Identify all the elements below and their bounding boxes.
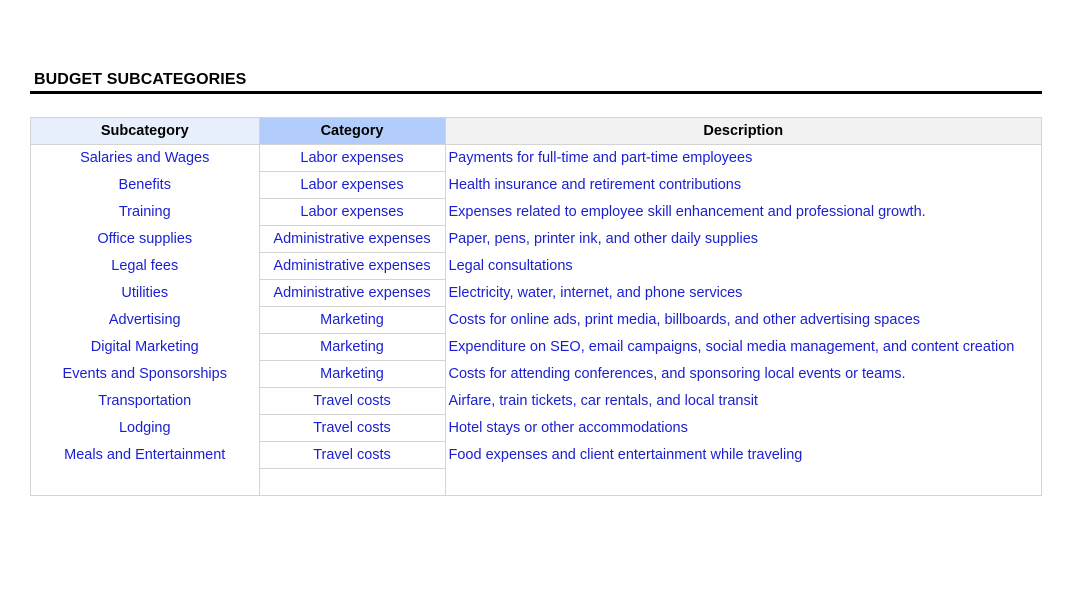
description-cell[interactable]: Paper, pens, printer ink, and other daily supplies [448,231,759,247]
page-title: BUDGET SUBCATEGORIES [34,71,247,88]
table-row [31,199,1041,226]
subcategory-cell[interactable]: Office supplies [31,226,259,253]
description-cell[interactable]: Food expenses and client entertainment while traveling [448,447,803,463]
title-underline [30,91,1042,94]
subcategory-cell[interactable]: Transportation [31,388,259,415]
table-row [31,442,1041,469]
empty-subcategory-cell[interactable] [31,469,259,496]
category-cell[interactable]: Administrative expenses [259,226,445,253]
subcategory-cell[interactable]: Training [31,199,259,226]
table-row [31,226,1041,253]
table-row [31,253,1041,280]
table-row [31,145,1041,172]
category-cell[interactable]: Marketing [259,307,445,334]
empty-description-cell[interactable] [445,469,1041,496]
category-cell[interactable]: Labor expenses [259,172,445,199]
empty-row [31,469,1041,496]
category-cell[interactable]: Administrative expenses [259,253,445,280]
table-row [31,172,1041,199]
category-cell[interactable]: Labor expenses [259,199,445,226]
category-cell[interactable]: Travel costs [259,415,445,442]
subcategory-cell[interactable]: Meals and Entertainment [31,442,259,469]
category-cell[interactable]: Marketing [259,361,445,388]
table-body [31,145,1041,496]
category-cell[interactable]: Travel costs [259,388,445,415]
category-cell[interactable]: Administrative expenses [259,280,445,307]
table-row [31,361,1041,388]
table-row [31,415,1041,442]
subcategory-cell[interactable]: Utilities [31,280,259,307]
subcategory-cell[interactable]: Events and Sponsorships [31,361,259,388]
description-cell[interactable]: Electricity, water, internet, and phone services [448,285,743,301]
description-cell[interactable]: Airfare, train tickets, car rentals, and local transit [448,393,758,409]
subcategory-cell[interactable]: Salaries and Wages [31,145,259,172]
subcategory-cell[interactable]: Benefits [31,172,259,199]
table-row [31,307,1041,334]
description-cell[interactable]: Hotel stays or other accommodations [448,420,688,436]
empty-category-cell[interactable] [259,469,445,496]
description-cell[interactable]: Legal consultations [448,258,573,274]
table-row [31,280,1041,307]
description-cell[interactable]: Payments for full-time and part-time employees [448,150,753,167]
subcategory-cell[interactable]: Lodging [31,415,259,442]
category-cell[interactable]: Travel costs [259,442,445,469]
category-cell[interactable]: Marketing [259,334,445,361]
header-subcategory[interactable]: Subcategory [31,118,259,145]
subcategory-cell[interactable]: Digital Marketing [31,334,259,361]
header-category[interactable]: Category [259,118,445,145]
description-cell[interactable]: Expenses related to employee skill enhancement and professional growth. [448,204,926,220]
subcategory-cell[interactable]: Advertising [31,307,259,334]
description-cell[interactable]: Costs for attending conferences, and sponsoring local events or teams. [448,366,906,382]
subcategory-cell[interactable]: Legal fees [31,253,259,280]
category-cell[interactable]: Labor expenses [259,145,445,172]
table-row [31,388,1041,415]
table-row [31,334,1041,361]
budget-subcategories-table-frame [30,117,1042,496]
description-cell[interactable]: Health insurance and retirement contributions [448,177,742,193]
description-cell[interactable]: Expenditure on SEO, email campaigns, social media management, and content creation [448,339,1015,355]
table-header-row [31,118,1041,145]
description-cell[interactable]: Costs for online ads, print media, billboards, and other advertising spaces [448,312,921,328]
budget-subcategories-table [31,118,1041,495]
header-description[interactable]: Description [445,118,1041,145]
